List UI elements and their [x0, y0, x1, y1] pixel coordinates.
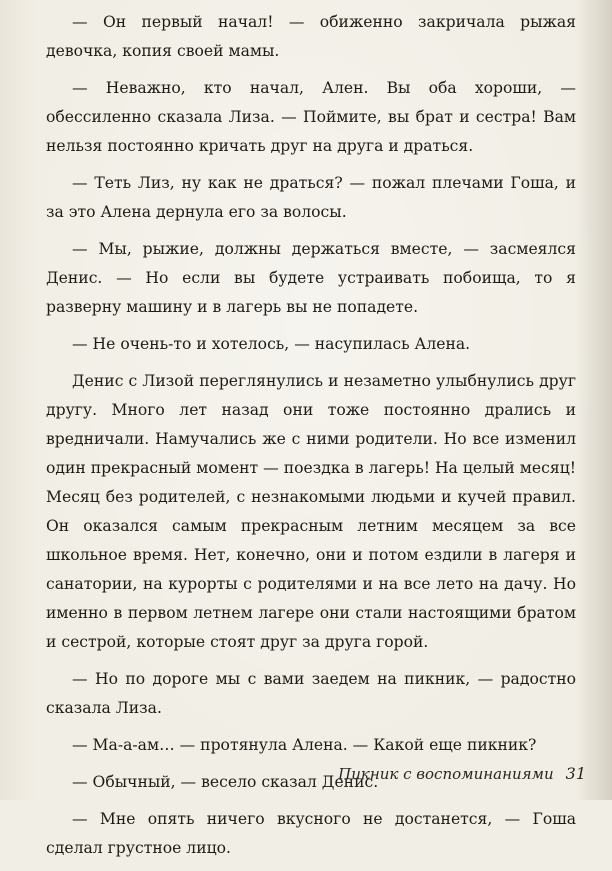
page-text: [46, 8, 576, 871]
paragraph-3: — Теть Лиз, ну как не драться? — пожал плечами Гоша, и за это Алена дернула его за волосы.: [46, 174, 576, 221]
paragraph-2: — Неважно, кто начал, Ален. Вы оба хороши, — обессиленно сказала Лиза. — Поймите, вы брат и сестра! Вам нельзя постоянно кричать друг на друга и драться.: [46, 79, 576, 155]
paragraph-1: — Он первый начал! — обиженно закричала рыжая девочка, копия своей мамы.: [46, 13, 576, 60]
running-footer: [338, 764, 586, 788]
paragraph-10: — Мне опять ничего вкусного не достанется, — Гоша сделал грустное лицо.: [46, 810, 576, 857]
paragraph-7: — Но по дороге мы с вами заедем на пикник, — радостно сказала Лиза.: [46, 670, 576, 717]
paragraph-8: — Ма-а-ам… — протянула Алена. — Какой еще пикник?: [72, 736, 537, 754]
paragraph-9: — Обычный, — весело сказал Денис.: [72, 773, 379, 791]
paragraph-5: — Не очень-то и хотелось, — насупилась Алена.: [72, 335, 471, 353]
footer-title: Пикник с воспоминаниями: [338, 765, 554, 783]
page-number: 31: [565, 764, 586, 783]
paragraph-6: Денис с Лизой переглянулись и незаметно улыбнулись друг другу. Много лет назад они тоже постоянно дрались и вредничали. Намучались же с ними родители. Но все изменил один прекрасный момент — поездка в лагерь! На целый месяц! Месяц без родителей, с незнакомыми людьми и кучей правил. Он оказался самым прекрасным летним месяцем за все школьное время. Нет, конечно, они и потом ездили в лагеря и санатории, на курорты с родителями и на все лето на дачу. Но именно в первом летнем лагере они стали настоящими братом и сестрой, которые стоят друг за друга горой.: [46, 372, 576, 651]
paragraph-4: — Мы, рыжие, должны держаться вместе, — засмеялся Денис. — Но если вы будете устраивать побоища, то я разверну машину и в лагерь вы не попадете.: [46, 240, 576, 316]
